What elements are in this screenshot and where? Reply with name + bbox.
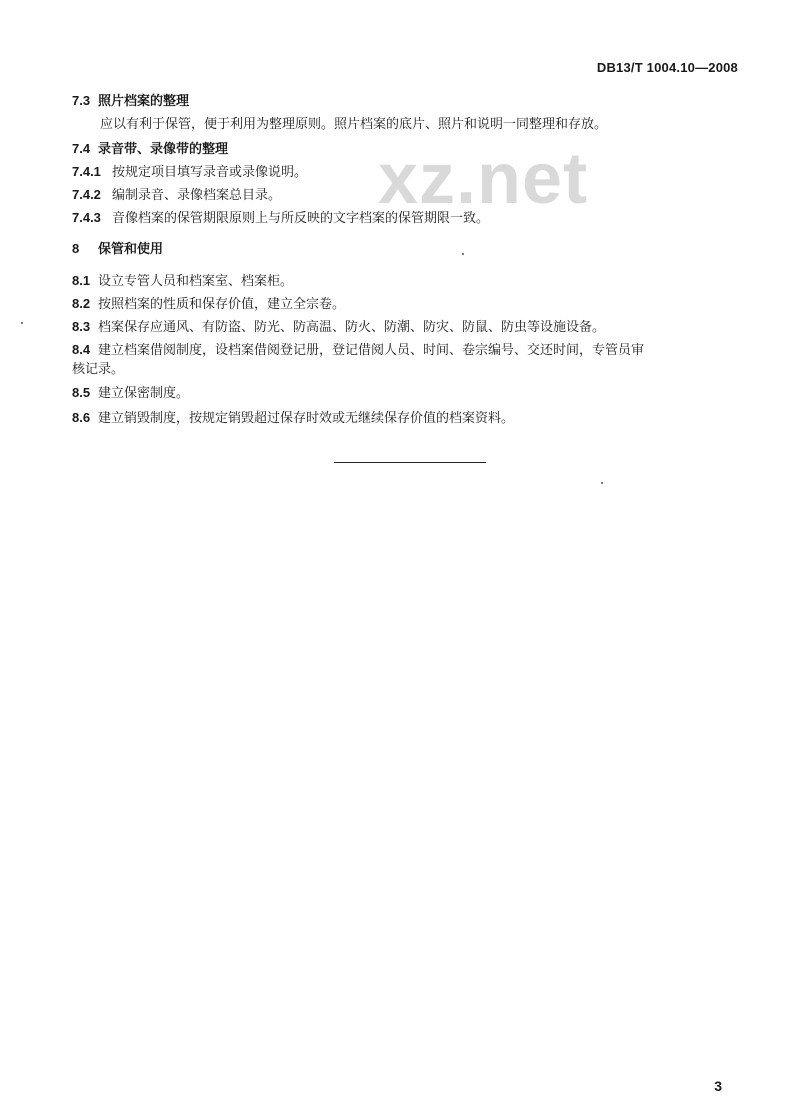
document-code: DB13/T 1004.10—2008 — [596, 60, 738, 75]
clause-number: 8.3 — [72, 319, 91, 334]
section-title: 照片档案的整理 — [98, 94, 190, 109]
clause-number: 8.2 — [72, 296, 91, 311]
section-number: 7.4 — [72, 141, 91, 156]
clause-number: 7.4.3 — [72, 210, 101, 225]
clause-number: 8.4 — [72, 342, 91, 357]
clause-number: 7.4.2 — [72, 187, 101, 202]
section-8-heading — [72, 240, 163, 259]
section-title: 保管和使用 — [98, 242, 164, 257]
clause-number: 8.1 — [72, 273, 91, 288]
clause-8-4 — [72, 341, 644, 360]
clause-text: 建立保密制度。 — [98, 386, 190, 401]
clause-number: 8.5 — [72, 385, 91, 400]
section-title: 录音带、录像带的整理 — [98, 142, 229, 157]
clause-text: 按照档案的性质和保存价值，建立全宗卷。 — [98, 297, 346, 312]
end-rule — [334, 462, 486, 463]
clause-text: 按规定项目填写录音或录像说明。 — [112, 165, 308, 180]
section-7-3-heading — [72, 92, 189, 111]
clause-text: 音像档案的保管期限原则上与所反映的文字档案的保管期限一致。 — [112, 211, 490, 226]
watermark: xz.net — [378, 139, 589, 219]
section-7-3-body: 应以有利于保管，便于利用为整理原则。照片档案的底片、照片和说明一同整理和存放。 — [100, 117, 608, 132]
clause-8-5 — [72, 384, 189, 403]
scan-speck — [462, 253, 464, 255]
clause-8-3 — [72, 318, 605, 337]
clause-8-2 — [72, 295, 345, 314]
clause-text: 设立专管人员和档案室、档案柜。 — [98, 274, 294, 289]
clause-8-6 — [72, 409, 514, 428]
clause-7-4-3 — [72, 209, 489, 228]
clause-text: 建立销毁制度，按规定销毁超过保存时效或无继续保存价值的档案资料。 — [98, 411, 515, 426]
clause-number: 8.6 — [72, 410, 91, 425]
clause-8-4-continuation: 核记录。 — [72, 362, 125, 377]
scan-speck — [601, 482, 603, 484]
section-number: 7.3 — [72, 93, 91, 108]
section-7-4-heading — [72, 140, 228, 159]
scan-speck — [21, 322, 23, 324]
clause-8-1 — [72, 272, 293, 291]
clause-number: 7.4.1 — [72, 164, 101, 179]
clause-text: 档案保存应通风、有防盗、防光、防高温、防火、防潮、防灾、防鼠、防虫等设施设备。 — [98, 320, 606, 335]
clause-text: 建立档案借阅制度，设档案借阅登记册，登记借阅人员、时间、卷宗编号、交还时间，专管员审 — [98, 343, 645, 358]
clause-7-4-1 — [72, 163, 307, 182]
section-number: 8 — [72, 241, 80, 256]
clause-text: 编制录音、录像档案总目录。 — [112, 188, 282, 203]
clause-7-4-2 — [72, 186, 281, 205]
page-number: 3 — [714, 1078, 722, 1094]
